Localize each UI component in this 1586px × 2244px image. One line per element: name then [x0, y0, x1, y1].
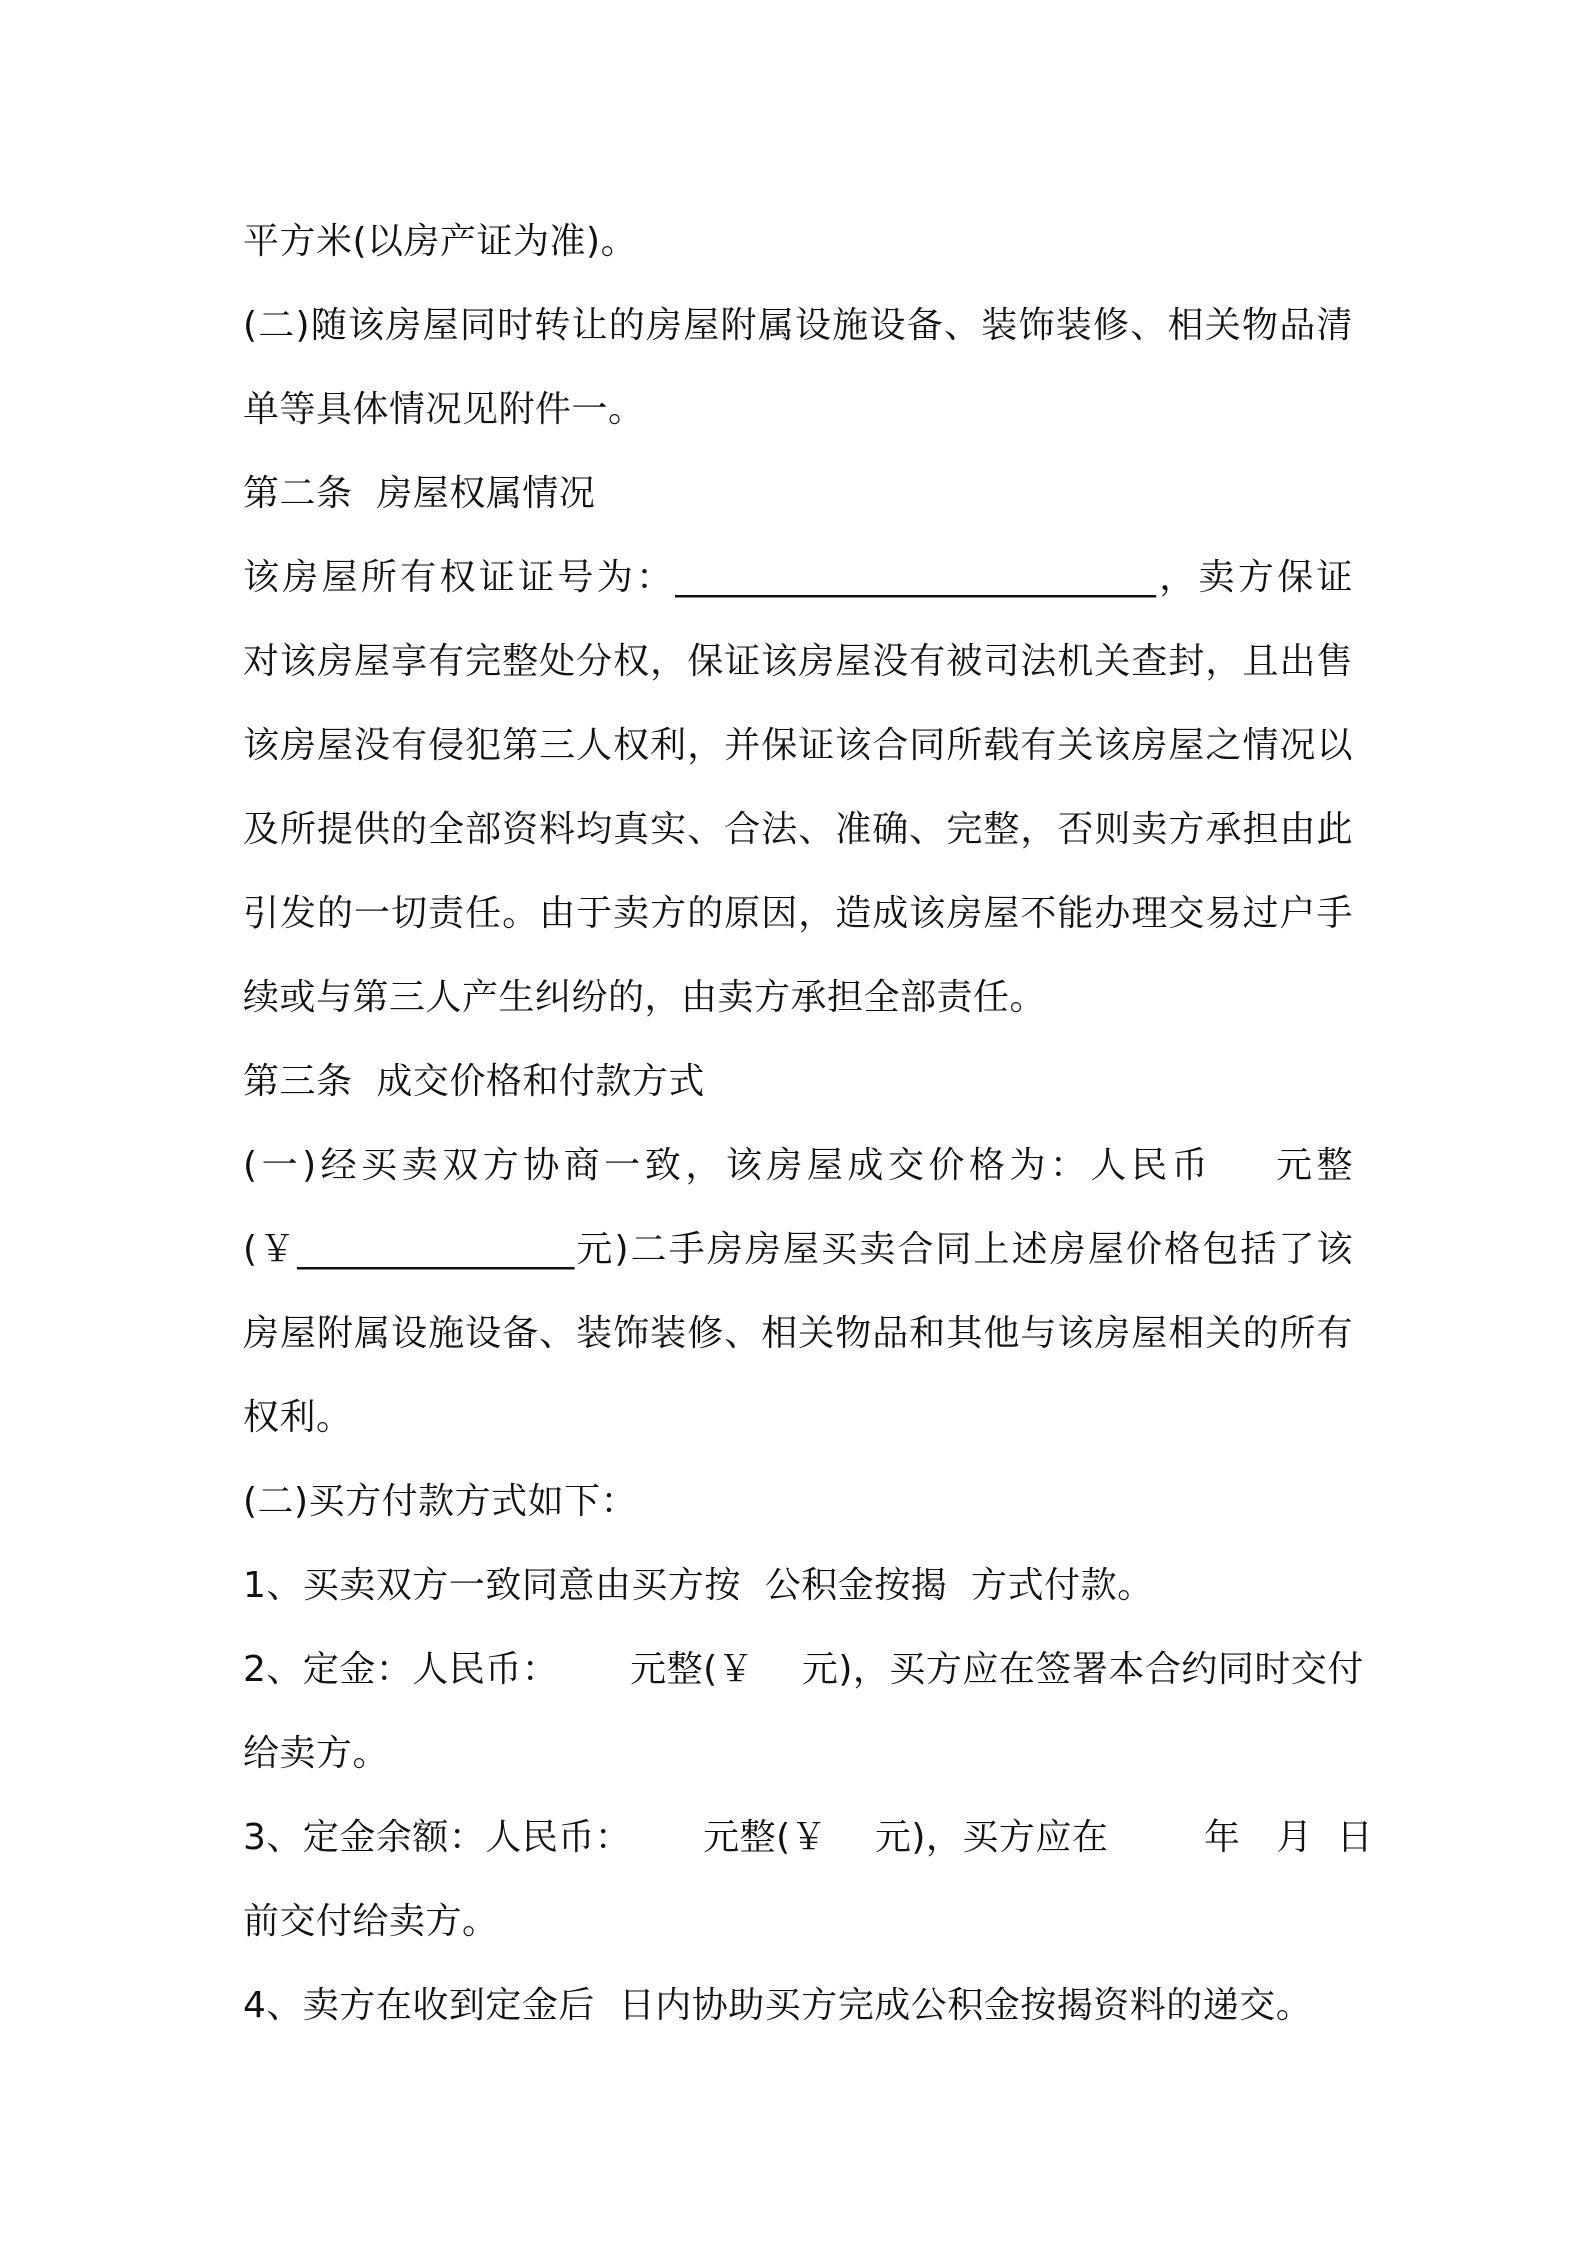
text-line: 单等具体情况见附件一。 [243, 389, 645, 430]
text-line: (二)随该房屋同时转让的房屋附属设施设备、装饰装修、相关物品清 [243, 305, 1353, 346]
text-line: 平方米(以房产证为准)。 [243, 221, 638, 262]
section-heading: 第三条 成交价格和付款方式 [243, 1061, 705, 1102]
text-line: 2、定金：人民币： 元整(￥ 元)，买方应在签署本合约同时交付 [243, 1649, 1364, 1690]
text-line: 房屋附属设施设备、装饰装修、相关物品和其他与该房屋相关的所有 [243, 1313, 1353, 1354]
text-line: 续或与第三人产生纠纷的，由卖方承担全部责任。 [243, 977, 1047, 1018]
text-line: (一)经买卖双方协商一致，该房屋成交价格为：人民币 元整 [243, 1145, 1353, 1186]
text-line: 对该房屋享有完整处分权，保证该房屋没有被司法机关查封，且出售 [243, 641, 1353, 682]
text-line: 3、定金余额：人民币： 元整(￥ 元)，买方应在 年 月 日 [243, 1817, 1374, 1858]
text-line: 权利。 [243, 1397, 353, 1438]
text-line: 1、买卖双方一致同意由买方按 公积金按揭 方式付款。 [243, 1565, 1154, 1606]
text-line: 该房屋所有权证证号为：__________________________，卖方保证 [243, 557, 1353, 598]
text-line: 4、卖方在收到定金后 日内协助买方完成公积金按揭资料的递交。 [243, 1985, 1313, 2026]
text-line: 该房屋没有侵犯第三人权利，并保证该合同所载有关该房屋之情况以 [243, 725, 1353, 766]
contract-text [243, 200, 1374, 2048]
section-heading: 第二条 房屋权属情况 [243, 473, 596, 514]
text-line: (二)买方付款方式如下： [243, 1481, 638, 1522]
text-line: 前交付给卖方。 [243, 1901, 499, 1942]
text-line: (￥_______________元)二手房房屋买卖合同上述房屋价格包括了该 [243, 1229, 1353, 1270]
text-line: 给卖方。 [243, 1733, 390, 1774]
text-line: 引发的一切责任。由于卖方的原因，造成该房屋不能办理交易过户手 [243, 893, 1353, 934]
text-line: 及所提供的全部资料均真实、合法、准确、完整，否则卖方承担由此 [243, 809, 1353, 850]
